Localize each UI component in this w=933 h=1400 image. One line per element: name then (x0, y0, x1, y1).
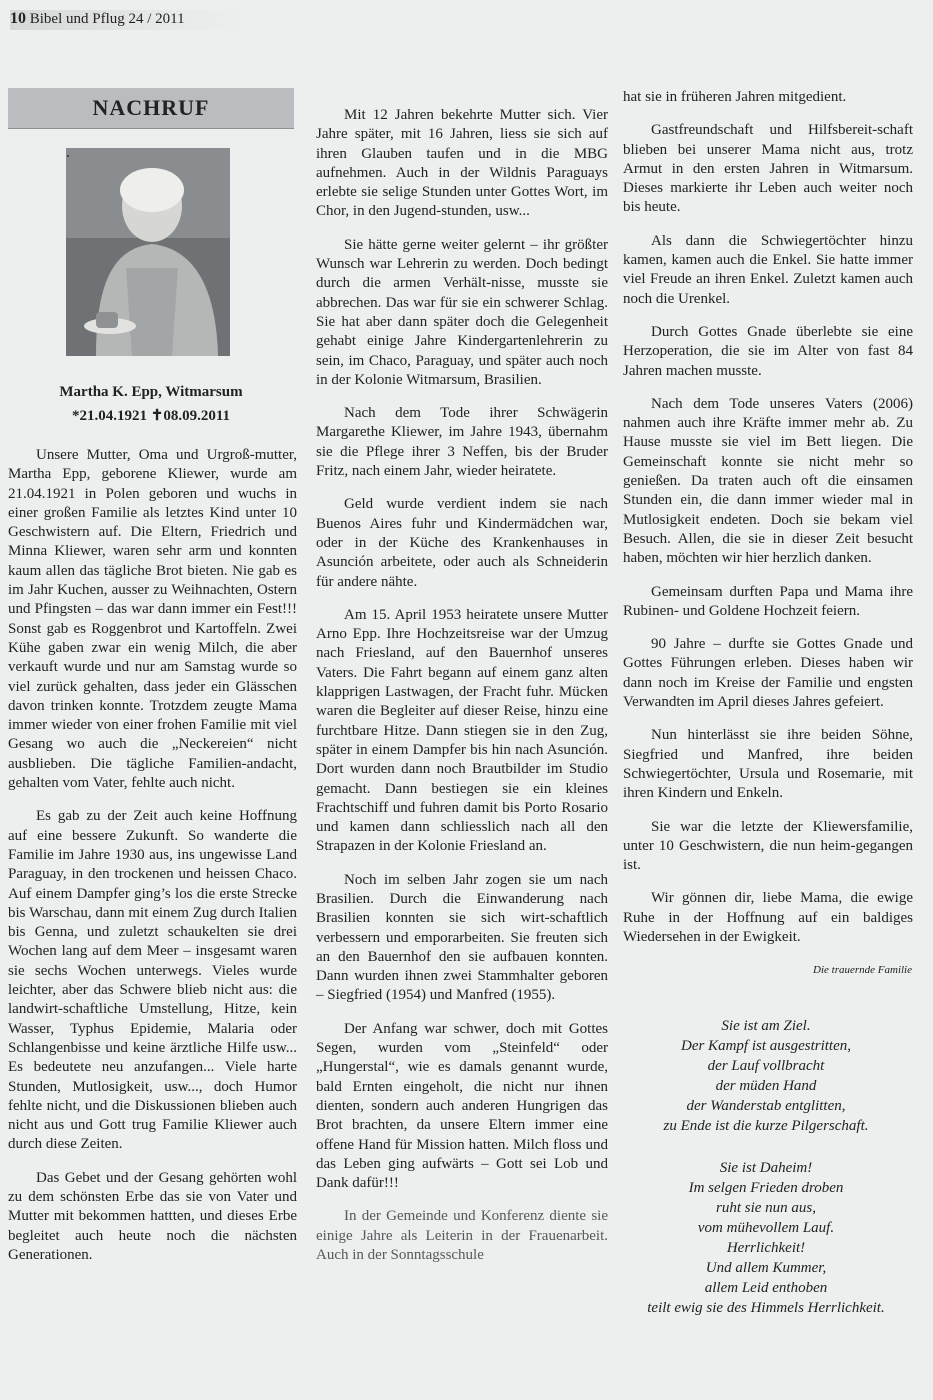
life-dates: *21.04.1921 ✝08.09.2011 (72, 408, 230, 424)
poem-line: allem Leid enthoben (704, 1280, 828, 1296)
paragraph: In der Gemeinde und Konferenz diente sie einige Jahre als Leiterin in der Frauenarbeit. Auch in der Sonntagsschule (316, 1208, 608, 1264)
page-header (10, 10, 245, 30)
poem-line: Im selgen Frieden droben (688, 1180, 844, 1196)
poem-line: Sie ist am Ziel. (721, 1018, 811, 1034)
paragraph: Geld wurde verdient indem sie nach Buenos Aires fuhr und Kindermädchen war, oder in der Küche des Krankenhauses in Asunción arbeitete, oder auch als Schneiderin für andere nähte. (316, 496, 608, 590)
paragraph: Nach dem Tode ihrer Schwägerin Margarethe Kliewer, im Jahre 1943, übernahm sie die Pflege ihrer 3 Neffen, bis der Bruder Fritz, nach einem Jahr, wieder heiratete. (316, 405, 608, 480)
portrait-photo (66, 148, 230, 356)
right-column (623, 88, 913, 947)
publication-title: Bibel und Pflug 24 / 2011 (29, 11, 185, 27)
signature: Die trauernde Familie (813, 964, 912, 976)
paragraph: Sie war die letzte der Kliewersfamilie, unter 10 Geschwistern, die nun heim-gegangen ist. (623, 818, 913, 874)
paragraph: Noch im selben Jahr zogen sie um nach Brasilien. Durch die Einwanderung nach Brasilien konnten sie sich wirt-schaftlich verbessern und emporarbeiten. Sie freuten sich an den Bauernhof den sie aufbauen konnten. Dann wurden ihnen zwei Stammhalter geboren – Siegfried (1954) und Manfred (1955). (316, 871, 608, 1004)
poem-line: der Wanderstab entglitten, (686, 1098, 846, 1114)
poem-line: vom mühevollem Lauf. (697, 1220, 835, 1236)
middle-column (316, 106, 608, 1279)
poem-line: der Lauf vollbracht (707, 1058, 825, 1074)
photo-caption (8, 380, 294, 428)
paragraph: Mit 12 Jahren bekehrte Mutter sich. Vier Jahre später, mit 16 Jahren, liess sie sich auf ihren Glauben taufen und in die MBG aufnehmen. Auch in der Wildnis Paraguays erlebte sie selige Stunden unter Gottes Wort, im Chor, in den Jugend-stunden, usw... (316, 107, 608, 220)
poem-line: ruht sie nun aus, (715, 1200, 816, 1216)
paragraph: Wir gönnen dir, liebe Mama, die ewige Ruhe in der Hoffnung auf ein baldiges Wiedersehen in der Ewigkeit. (623, 890, 913, 945)
paragraph: 90 Jahre – durfte sie Gottes Gnade und Gottes Führungen erleben. Dieses haben wir dann noch im Kreise der Familie und engsten Verwandten im April dieses Jahres gefeiert. (623, 636, 913, 711)
paragraph: Gastfreundschaft und Hilfsbereit-schaft blieben bei unserer Mama nicht aus, trotz Armut in den ersten Jahren in Witmarsum. Dieses markierte ihr Leben auch weiter noch bis heute. (623, 122, 913, 216)
poem-line: Der Kampf ist ausgestritten, (680, 1038, 851, 1054)
poem-line: teilt ewig sie des Himmels Herrlichkeit. (647, 1300, 885, 1316)
poem-line: Und allem Kummer, (705, 1260, 827, 1276)
paragraph: Das Gebet und der Gesang gehörten wohl zu dem schönsten Erbe das sie von Vater und Mutter mit bekommen hattten, und dieses Erbe begleitet auch heute noch die nächsten Generationen. (8, 1169, 297, 1263)
paragraph: Nach dem Tode unseres Vaters (2006) nahmen auch ihre Kräfte immer mehr ab. Zu Hause musste sie viel im Bett liegen. Die Gemeinschaft konnte sie nicht mehr so genießen. Da traten auch oft die einsamen Stunden ein, die dann immer wieder mal in Mutlosigkeit endeten. Doch sie bekam viel Besuch. Allen, die sie in dieser Zeit besucht haben, möchten wir hier herzlich danken. (623, 395, 913, 567)
paragraph: Es gab zu der Zeit auch keine Hoffnung auf eine bessere Zukunft. So wanderte die Familie im Jahre 1930 aus, ins ungewisse Land Paraguay, in den trockenen und heissen Chaco. Auf einem Dampfer ging’s los die erste Strecke bis Warschau, dann mit einem Zug durch Italien bis Genna, und zuletzt schaukelten sie drei Wochen lang auf dem Meer – insgesamt waren sie sechs Wochen unterwegs. Vieles wurde leichter, aber das Schwere blieb nicht aus: die landwirt-schaftliche Umstellung, Hitze, kein Wasser, Typhus Epidemie, Malaria oder Schlangenbisse und keine ärztliche Hilfe usw... Es bedeutete neu anzufangen... Viele harte Stunden, Mutlosigkeit, usw..., doch Humor fehlte nicht, und die Diskussionen blieben auch nicht aus und Gott trug Familie Kliewer auch durch diese Zeiten. (8, 808, 297, 1153)
poem-line: der müden Hand (715, 1078, 817, 1094)
poem-line: Herrlichkeit! (726, 1240, 806, 1256)
paragraph: Unsere Mutter, Oma und Urgroß-mutter, Martha Epp, geborene Kliewer, wurde am 21.04.1921 in Polen geboren und wuchs in einer großen Familie als letztes Kind unter 10 Geschwistern auf. Die Eltern, Friedrich und Minna Kliewer, waren sehr arm und konnten kaum allen das tägliche Brot bieten. Nie gab es im Jahr Kuchen, ausser zu Weihnachten, Ostern und Pfingsten – das war dann immer ein Fest!!! Sonst gab es Roggenbrot und Kartoffeln. Zwei Kühe gaben zwar ein wenig Milch, die aber verkauft wurde und nur am Samstag wurde so viel zurück gehalten, dass jeder ein Glässchen davon trinken konnte. Trotzdem zeugte Mama immer wieder von einer frohen Familie mit viel Gesang wo auch die „Neckereien“ nicht ausblieben. Die tägliche Familien-andacht, gehalten vom Vater, fehlte auch nicht. (8, 447, 297, 792)
paragraph: Gemeinsam durften Papa und Mama ihre Rubinen- und Goldene Hochzeit feiern. (623, 583, 913, 619)
poem-stanza-1 (620, 1016, 912, 1136)
paragraph: hat sie in früheren Jahren mitgedient. (623, 89, 847, 105)
paragraph: Der Anfang war schwer, doch mit Gottes Segen, wurden vom „Steinfeld“ oder „Hungerstal“, wie es damals genannt wurde, bald Ernten eingeholt, die nicht nur ihnen dienten, sondern auch anderen Hungrigen das Brot brachten, da unsere Eltern immer eine offene Hand für Mission hatten. Milch floss und das Leben ging aufwärts – Gott sei Lob und Dank dafür!!! (316, 1020, 608, 1192)
poem-line: zu Ende ist die kurze Pilgerschaft. (663, 1118, 869, 1134)
paragraph: Am 15. April 1953 heiratete unsere Mutter Arno Epp. Ihre Hochzeitsreise war der Umzug nach Friesland, auf den Bauernhof unseres Vaters. Die Fahrt begann auf einem ganz alten klapprigen Lastwagen, der Fracht fuhr. Mücken waren die Begleiter auf dieser Reise, hinzu eine furchtbare Hitze. Dann stiegen sie in den Zug, später in einem Dampfer bis hin nach Asunción. Dort wurden dann noch Brautbilder im Studio gemacht. Dann bestiegen sie ein kleines Frachtschiff und fuhren damit bis Porto Rosario und kamen dann schliesslich nach all den Strapazen in der Kolonie Friesland an. (316, 606, 608, 855)
left-column (8, 446, 297, 1279)
deceased-name: Martha K. Epp, Witmarsum (59, 384, 243, 400)
paragraph: Als dann die Schwiegertöchter hinzu kamen, kamen auch die Enkel. Sie hatte immer viel Freude an ihren Enkel. Zuletzt kamen auch noch die Urenkel. (623, 232, 913, 307)
paragraph: Durch Gottes Gnade überlebte sie eine Herzoperation, die sie im Alter von fast 84 Jahren machen musste. (623, 323, 913, 379)
page-number: 10 (10, 10, 26, 27)
poem-line: Sie ist Daheim! (719, 1160, 813, 1176)
paragraph: Nun hinterlässt sie ihre beiden Söhne, Siegfried und Manfred, ihre beiden Schwiegertöchter, Ursula und Rosemarie, mit ihren Kindern und Enkeln. (623, 727, 913, 802)
obituary-heading: NACHRUF (8, 88, 294, 129)
poem-stanza-2 (620, 1158, 912, 1318)
memorial-poem (620, 1016, 912, 1340)
portrait-image (66, 148, 230, 356)
paragraph: Sie hätte gerne weiter gelernt – ihr größter Wunsch war Lehrerin zu werden. Doch bedingt durch die armen Verhält-nisse, musste sie abbrechen. Das war für sie ein schwerer Schlag. Sie hat aber dann später doch die Gelegenheit gehabt einige Jahre Kindergartenlehrerin zu sein, im Chaco, Paraguay, und später auch noch in der Kolonie Witmarsum, Brasilien. (316, 236, 608, 388)
